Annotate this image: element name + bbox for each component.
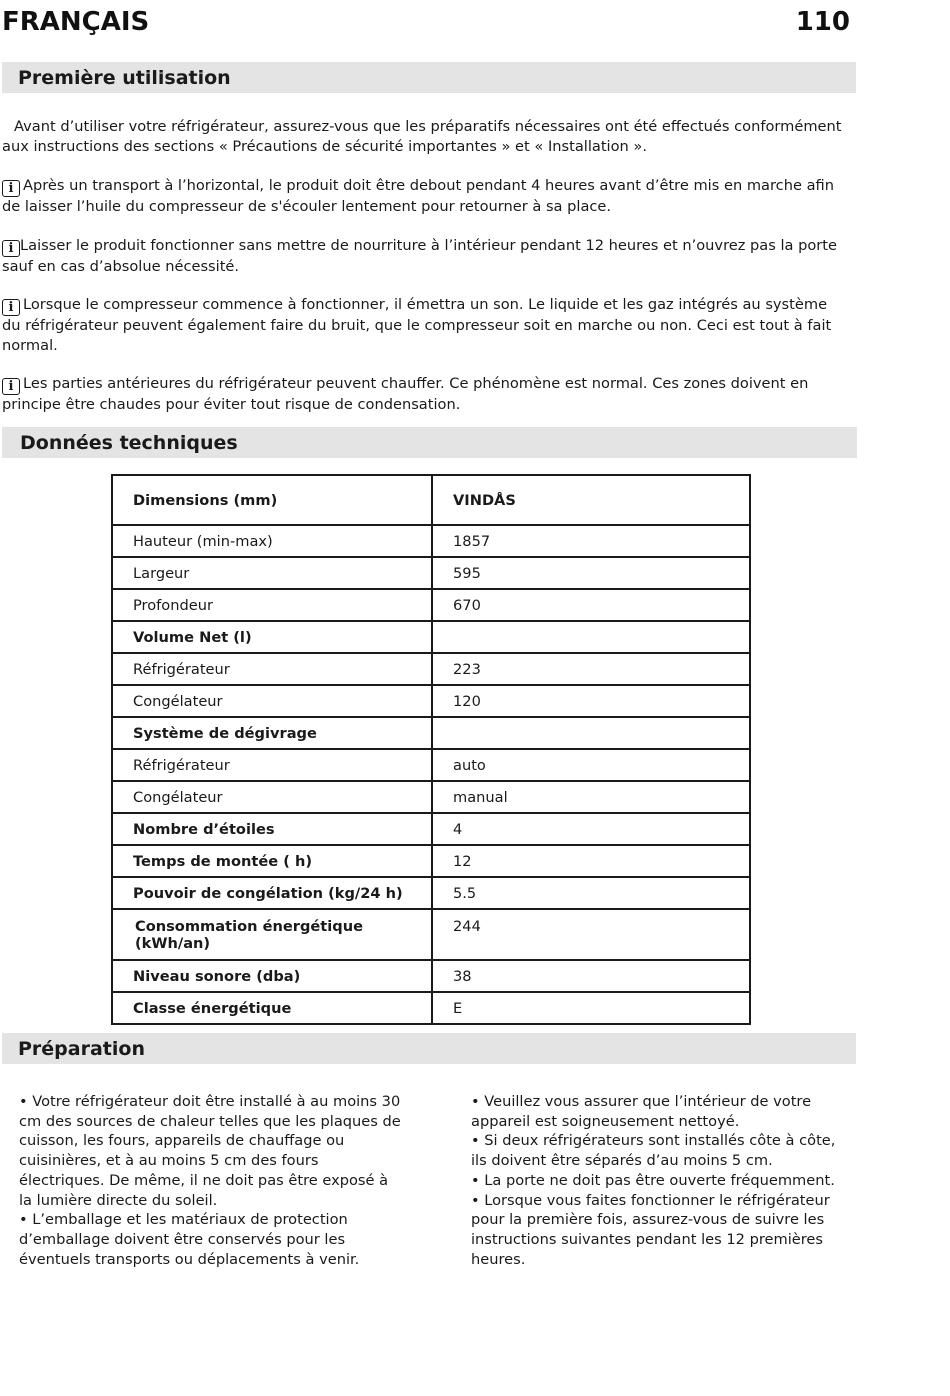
table-row [112,781,750,813]
table-cell-label: Niveau sonore (dba) [112,960,432,992]
section-heading-preparation: Préparation [2,1033,856,1064]
bullet-item: • La porte ne doit pas être ouverte fréquemment. [471,1171,835,1189]
table-cell-label: Nombre d’étoiles [112,813,432,845]
page-number: 110 [795,7,850,37]
intro-paragraph: Avant d’utiliser votre réfrigérateur, assurez-vous que les préparatifs nécessaires ont été effectués conformément aux instructions des sections « Précautions de sécurité importantes » et « Installation ». [2,118,842,155]
table-cell-value: 223 [432,653,750,685]
table-cell-value [432,621,750,653]
table-row [112,845,750,877]
table-cell-label: Congélateur [112,781,432,813]
table-cell-value: 244 [432,909,750,960]
note-paragraph: i Après un transport à l’horizontal, le produit doit être debout pendant 4 heures avant d’être mis en marche afin de laisser l’huile du compresseur de s'écouler lentement pour retourner à sa place. [2,177,834,215]
table-cell-label: Pouvoir de congélation (kg/24 h) [112,877,432,909]
table-row [112,475,750,525]
bullet-item: • Lorsque vous faites fonctionner le réfrigérateur pour la première fois, assurez-vous de suivre les instructions suivantes pendant les 12 premières heures. [471,1191,830,1268]
table-cell-label: Volume Net (l) [112,621,432,653]
table-cell-label: Classe énergétique [112,992,432,1024]
table-cell-value: 5.5 [432,877,750,909]
table-row [112,621,750,653]
bullet-item: • Veuillez vous assurer que l’intérieur de votre appareil est soigneusement nettoyé. [471,1093,812,1130]
info-icon: i [2,240,20,257]
preparation-right-column [471,1092,855,1269]
table-cell-value: 595 [432,557,750,589]
table-row [112,717,750,749]
table-row [112,589,750,621]
section-heading-tech-data: Données techniques [2,427,857,458]
bullet-item: • L’emballage et les matériaux de protection d’emballage doivent être conservés pour les éventuels transports ou déplacements à venir. [19,1211,360,1268]
note-paragraph: i Laisser le produit fonctionner sans mettre de nourriture à l’intérieur pendant 12 heures et n’ouvrez pas la porte sauf en cas d’absolue nécessité. [2,237,838,275]
table-row [112,653,750,685]
table-cell-value: E [432,992,750,1024]
table-cell-label: Profondeur [112,589,432,621]
table-cell-label: Dimensions (mm) [112,475,432,525]
tech-data-table [111,474,751,1025]
table-cell-label: Congélateur [112,685,432,717]
table-cell-value: manual [432,781,750,813]
info-icon: i [2,180,20,197]
bullet-item: • Votre réfrigérateur doit être installé à au moins 30 cm des sources de chaleur telles que les plaques de cuisson, les fours, appareils de chauffage ou cuisinières, et à au moins 5 cm des fours électriques. De même, il ne doit pas être exposé à la lumière directe du soleil. [19,1093,401,1209]
table-cell-label: Consommation énergétique (kWh/an) [112,909,432,960]
table-row [112,525,750,557]
section-heading-first-use: Première utilisation [2,62,856,93]
table-cell-label: Largeur [112,557,432,589]
preparation-left-column [19,1092,404,1269]
table-cell-value: 38 [432,960,750,992]
table-row [112,960,750,992]
table-cell-label: Hauteur (min-max) [112,525,432,557]
table-cell-value [432,717,750,749]
bullet-item: • Si deux réfrigérateurs sont installés côte à côte, ils doivent être séparés d’au moins 5 cm. [471,1132,836,1170]
table-cell-label: Temps de montée ( h) [112,845,432,877]
table-row [112,685,750,717]
table-cell-value: 4 [432,813,750,845]
table-row [112,909,750,960]
table-cell-label: Système de dégivrage [112,717,432,749]
table-cell-value: 1857 [432,525,750,557]
table-row [112,877,750,909]
table-row [112,557,750,589]
table-cell-label: Réfrigérateur [112,749,432,781]
info-icon: i [2,299,20,316]
table-cell-value: 12 [432,845,750,877]
table-row [112,749,750,781]
info-icon: i [2,378,20,395]
note-paragraph: i Les parties antérieures du réfrigérateur peuvent chauffer. Ce phénomène est normal. Ces zones doivent en principe être chaudes pour éviter tout risque de condensation. [2,375,809,413]
table-cell-value: 670 [432,589,750,621]
table-cell-label: Réfrigérateur [112,653,432,685]
language-label: FRANÇAIS [2,7,150,37]
table-cell-value: VINDÅS [432,475,750,525]
table-cell-value: 120 [432,685,750,717]
page-header [2,4,850,40]
note-paragraph: i Lorsque le compresseur commence à fonctionner, il émettra un son. Le liquide et les gaz intégrés au système du réfrigérateur peuvent également faire du bruit, que le compresseur soit en marche ou non. Ceci est tout à fait normal. [2,296,832,354]
table-row [112,992,750,1024]
table-cell-value: auto [432,749,750,781]
table-row [112,813,750,845]
